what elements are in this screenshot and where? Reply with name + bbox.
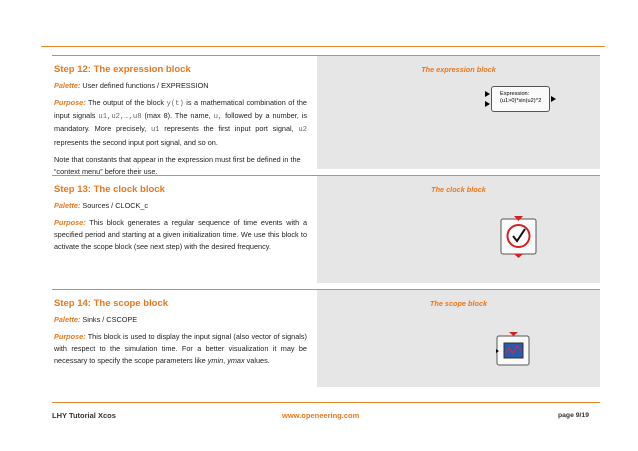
footer-rule <box>52 402 600 403</box>
step14-text <box>52 290 307 368</box>
step12-purpose <box>54 97 307 149</box>
step13-text <box>52 176 307 254</box>
purpose-text: , <box>223 356 228 366</box>
step14-figure <box>317 290 600 387</box>
figure-title: The expression block <box>421 65 496 74</box>
block-label: Expression: <box>500 91 530 97</box>
footer-title: LHY Tutorial Xcos <box>52 411 116 420</box>
purpose-label: Purpose: <box>54 98 86 107</box>
input-port-arrow-icon <box>485 91 490 97</box>
step14-palette <box>54 315 307 324</box>
step13-title: Step 13: The clock block <box>54 184 165 195</box>
clock-block-icon <box>500 216 537 258</box>
step12-note: Note that constants that appear in the expression must first be defined in the “context menu” before their use. <box>54 154 301 177</box>
scope-block-icon <box>496 332 532 368</box>
purpose-text: is a mathematical combination of the input signals <box>54 98 307 121</box>
block-expression: (u1>0)*sin(u2)^2 <box>500 98 542 104</box>
purpose-text: represents the first input port signal, <box>159 124 299 134</box>
step12-text <box>52 56 307 178</box>
purpose-text: followed by a number, is mandatory. More precisely, <box>54 111 308 134</box>
step13-palette <box>54 201 307 210</box>
figure-title: The clock block <box>431 185 486 194</box>
code-u2: u2 <box>298 126 307 135</box>
param-ymax: ymax <box>227 356 245 366</box>
palette-label: Palette: <box>54 201 81 210</box>
step12-title: Step 12: The expression block <box>54 64 191 75</box>
palette-label: Palette: <box>54 81 81 90</box>
code-u1: u1 <box>150 126 160 135</box>
purpose-text: The output of the block <box>85 98 167 107</box>
purpose-text: (max 8). The name, <box>141 111 214 121</box>
code-inputs: u1,u2,…,u8 <box>98 113 142 122</box>
purpose-label: Purpose: <box>54 332 86 341</box>
header-rule <box>41 46 605 47</box>
code-u: u, <box>213 113 223 122</box>
step12-section <box>52 55 600 177</box>
purpose-text: values. <box>244 356 270 366</box>
palette-value: Sinks / CSCOPE <box>80 315 138 324</box>
step13-section <box>52 175 600 283</box>
step14-section <box>52 289 600 387</box>
footer-website-link[interactable]: www.openeering.com <box>282 411 360 420</box>
step13-purpose <box>54 217 307 254</box>
purpose-text: represents the second input port signal, and so on. <box>54 137 218 147</box>
purpose-text: This block is used to display the input signal (also vector of signals) with respect to the simulation time. For a better visualization it may be necessary to specify the scope parameters like <box>54 332 307 366</box>
param-ymin: ymin <box>207 356 224 366</box>
step12-figure <box>317 56 600 169</box>
page-number: page 9/19 <box>558 412 589 419</box>
palette-value: Sources / CLOCK_c <box>80 201 149 210</box>
step13-figure <box>317 176 600 283</box>
purpose-label: Purpose: <box>54 218 86 227</box>
step12-palette <box>54 81 307 90</box>
expression-block <box>491 86 550 112</box>
purpose-text: This block generates a regular sequence of time events with a specified period and starting at a given initialization time. We use this block to activate the scope block (see next step) with the desired frequency. <box>54 218 307 252</box>
palette-value: User defined functions / EXPRESSION <box>80 81 209 90</box>
step14-purpose <box>54 331 307 368</box>
palette-label: Palette: <box>54 315 81 324</box>
step14-title: Step 14: The scope block <box>54 298 169 309</box>
input-port-arrow-icon <box>485 101 490 107</box>
code-y: y(t) <box>166 100 184 108</box>
figure-title: The scope block <box>429 299 488 308</box>
output-port-arrow-icon <box>551 96 556 102</box>
